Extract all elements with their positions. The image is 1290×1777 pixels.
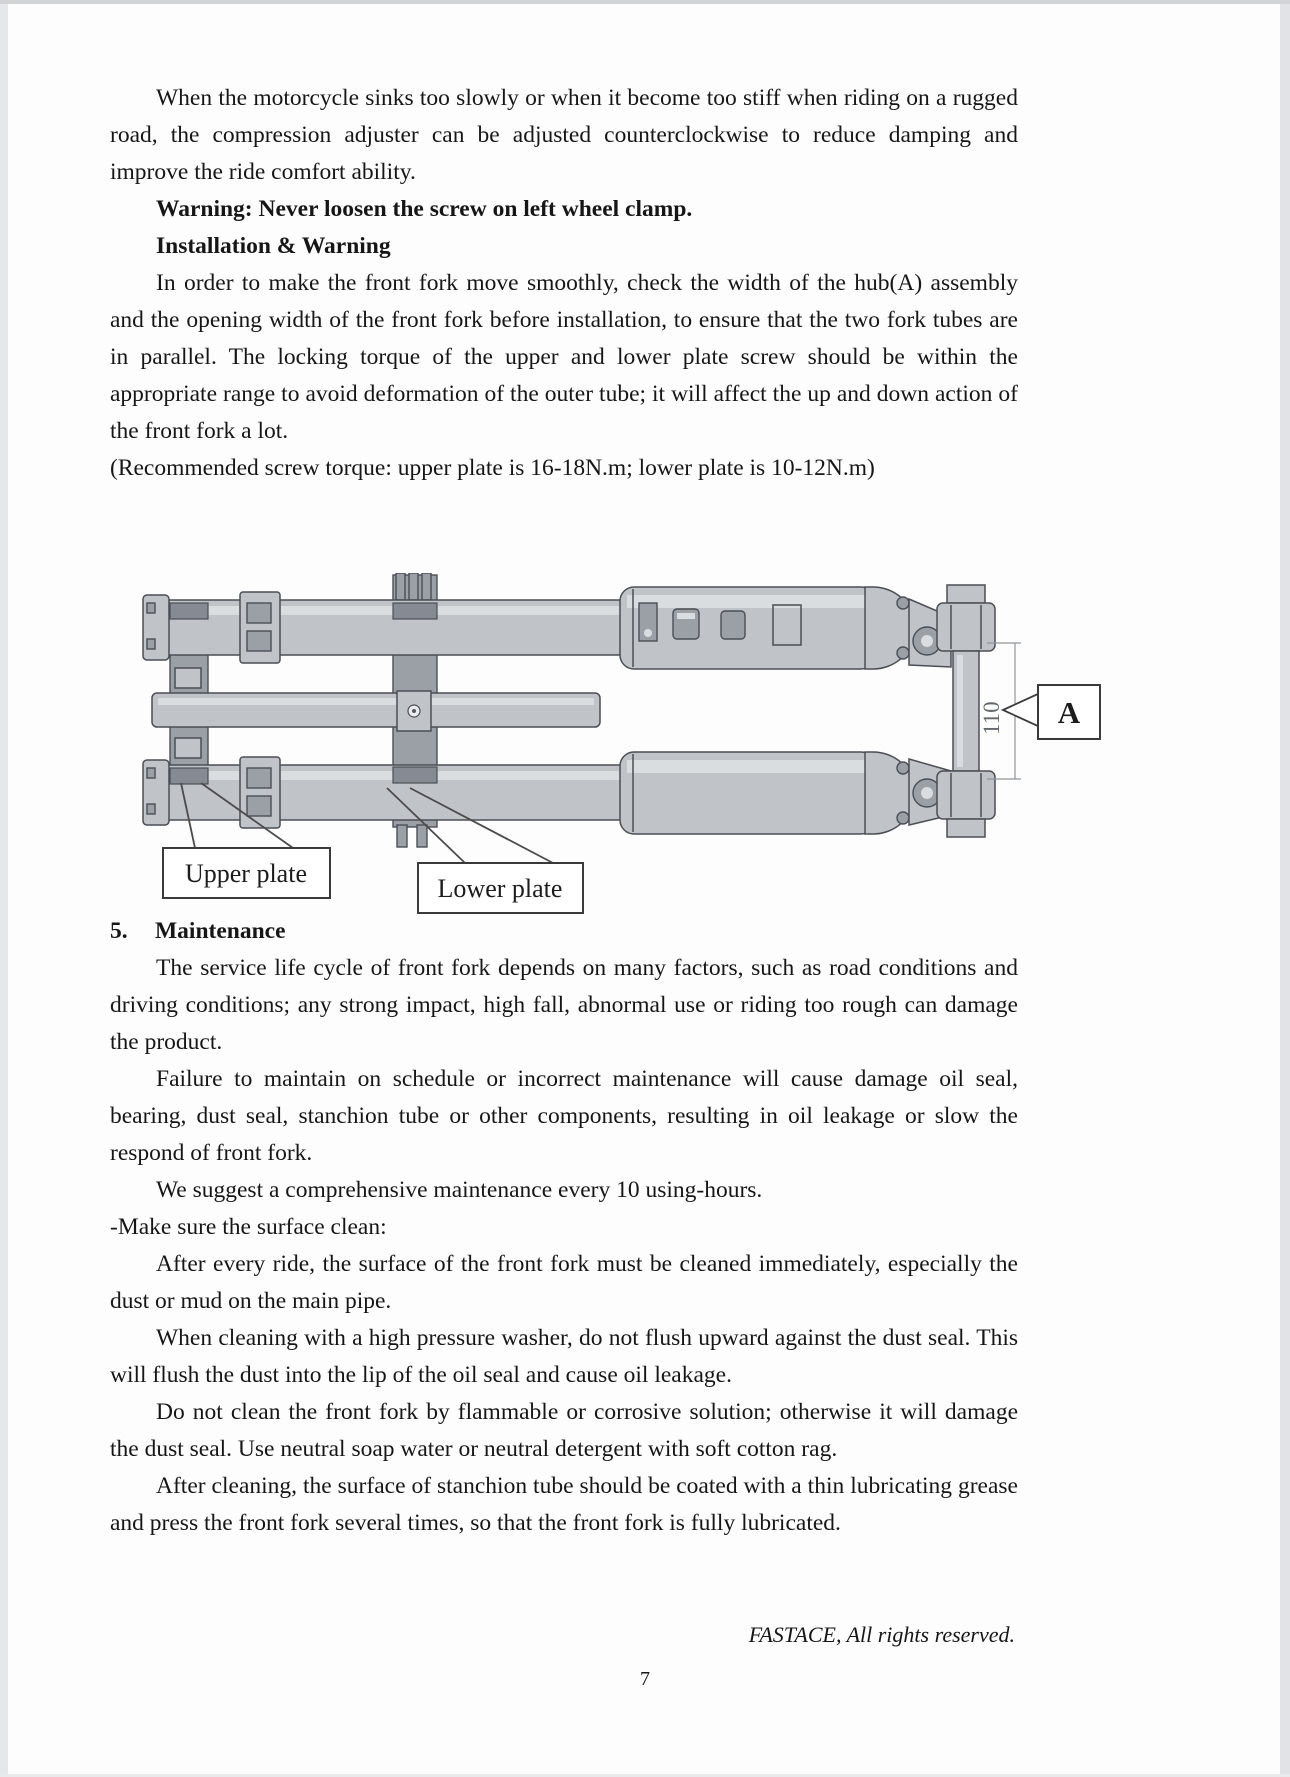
- callout-a-arrow: [1003, 693, 1040, 727]
- scan-edge-right: [1280, 0, 1290, 1777]
- maintenance-paragraph-6: When cleaning with a high pressure washer, do not flush upward against the dust seal. This will flush the dust into the lip of the oil seal and cause oil leakage.: [110, 1325, 1018, 1388]
- intro-paragraph: When the motorcycle sinks too slowly or when it become too stiff when riding on a rugged road, the compression adjuster can be adjusted counterclockwise to reduce damping and improve the ride comfort ability.: [110, 85, 1018, 185]
- warning-note: Warning: Never loosen the screw on left wheel clamp.: [156, 196, 693, 222]
- maintenance-heading-text: Maintenance: [155, 918, 286, 944]
- lower-plate-label-box: [418, 863, 583, 913]
- maintenance-paragraph-8: After cleaning, the surface of stanchion tube should be coated with a thin lubricating grease and press the front fork several times, so that the front fork is fully lubricated.: [110, 1473, 1018, 1536]
- installation-heading: Installation & Warning: [156, 233, 391, 259]
- lower-plate-screw: [397, 691, 431, 731]
- maintenance-section-number: 5.: [110, 918, 128, 944]
- maintenance-paragraph-2: Failure to maintain on schedule or incorrect maintenance will cause damage oil seal, bearing, dust seal, stanchion tube or other components, resulting in oil leakage or slow the respond of front fork.: [110, 1066, 1018, 1166]
- maintenance-paragraph-4: -Make sure the surface clean:: [110, 1214, 387, 1240]
- copyright-note: FASTACE, All rights reserved.: [748, 1622, 1015, 1647]
- maintenance-paragraph-1: The service life cycle of front fork depends on many factors, such as road conditions and driving conditions; any strong impact, high fall, abnormal use or riding too rough can damage the product.: [110, 955, 1018, 1055]
- maintenance-paragraph-3: We suggest a comprehensive maintenance every 10 using-hours.: [156, 1177, 763, 1203]
- axle-dimension-label: 110: [979, 701, 1004, 735]
- maintenance-heading: [110, 913, 1018, 950]
- steerer-tube: [152, 693, 600, 727]
- upper-plate-label: Upper plate: [184, 859, 308, 888]
- front-fork-diagram: [125, 573, 1105, 918]
- upper-plate-label-box: [163, 848, 330, 898]
- callout-a: [1003, 685, 1100, 739]
- lower-fork-leg: [143, 752, 951, 834]
- installation-paragraph: In order to make the front fork move smoothly, check the width of the hub(A) assembly and the opening width of the front fork before installation, to ensure that the two fork tubes are in parallel. The locking torque of the upper and lower plate screw should be within the appropriate range to avoid deformation of the outer tube; it will affect the up and down action of the front fork a lot.: [110, 270, 1018, 444]
- torque-note: (Recommended screw torque: upper plate is 16-18N.m; lower plate is 10-12N.m): [110, 455, 875, 481]
- scan-edge-top: [0, 0, 1290, 4]
- upper-fork-leg: [143, 587, 951, 669]
- callout-a-label: A: [1057, 695, 1081, 730]
- lower-plate-label: Lower plate: [437, 874, 563, 903]
- page-number: 7: [640, 1668, 650, 1690]
- maintenance-paragraph-7: Do not clean the front fork by flammable or corrosive solution; otherwise it will damage the dust seal. Use neutral soap water or neutral detergent with soft cotton rag.: [110, 1399, 1018, 1462]
- maintenance-paragraph-5: After every ride, the surface of the front fork must be cleaned immediately, especially the dust or mud on the main pipe.: [110, 1251, 1018, 1314]
- front-fork-figure: [125, 573, 1105, 918]
- scan-edge-left: [0, 0, 8, 1777]
